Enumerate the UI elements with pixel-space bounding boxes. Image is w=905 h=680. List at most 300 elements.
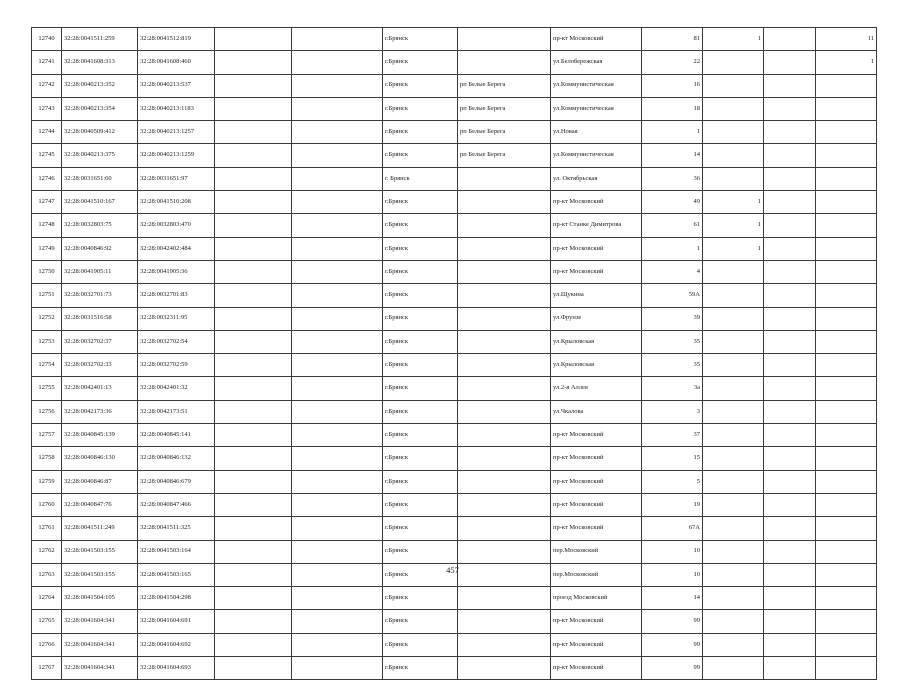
- object-cadastral-number-cell: 32:28:0041504:298: [138, 587, 215, 610]
- count-cell-b: [764, 167, 816, 190]
- row-number-cell: 12765: [32, 610, 62, 633]
- count-cell-a: 1: [703, 191, 764, 214]
- street-cell: пр-кт Московский: [551, 191, 642, 214]
- parcel-cadastral-number-cell: 32:28:0040213:375: [62, 144, 138, 167]
- settlement-cell: [458, 540, 551, 563]
- empty-cell: [215, 657, 292, 680]
- count-cell-a: [703, 610, 764, 633]
- count-cell-b: [764, 330, 816, 353]
- empty-cell: [292, 284, 383, 307]
- row-number-cell: 12762: [32, 540, 62, 563]
- settlement-cell: [458, 447, 551, 470]
- table-row: [32, 540, 877, 563]
- empty-cell: [292, 191, 383, 214]
- count-cell-b: [764, 517, 816, 540]
- settlement-cell: [458, 237, 551, 260]
- count-cell-c: [816, 400, 877, 423]
- parcel-cadastral-number-cell: 32:28:0041511:259: [62, 28, 138, 51]
- count-cell-b: [764, 587, 816, 610]
- empty-cell: [292, 447, 383, 470]
- count-cell-a: [703, 51, 764, 74]
- street-cell: пер.Московский: [551, 563, 642, 586]
- city-cell: г.Брянск: [383, 74, 458, 97]
- count-cell-c: [816, 330, 877, 353]
- count-cell-a: [703, 657, 764, 680]
- house-number-cell: 3а: [642, 377, 703, 400]
- settlement-cell: [458, 307, 551, 330]
- house-number-cell: 67А: [642, 517, 703, 540]
- count-cell-b: [764, 354, 816, 377]
- empty-cell: [215, 587, 292, 610]
- city-cell: г.Брянск: [383, 540, 458, 563]
- count-cell-c: [816, 97, 877, 120]
- empty-cell: [215, 51, 292, 74]
- count-cell-c: [816, 144, 877, 167]
- row-number-cell: 12758: [32, 447, 62, 470]
- table-row: [32, 74, 877, 97]
- count-cell-b: [764, 657, 816, 680]
- empty-cell: [215, 470, 292, 493]
- empty-cell: [215, 400, 292, 423]
- empty-cell: [292, 424, 383, 447]
- count-cell-b: [764, 610, 816, 633]
- row-number-cell: 12745: [32, 144, 62, 167]
- parcel-cadastral-number-cell: 32:28:0041503:155: [62, 540, 138, 563]
- settlement-cell: [458, 214, 551, 237]
- row-number-cell: 12749: [32, 237, 62, 260]
- settlement-cell: [458, 191, 551, 214]
- city-cell: г.Брянск: [383, 424, 458, 447]
- count-cell-c: [816, 424, 877, 447]
- object-cadastral-number-cell: 32:28:0040213:1257: [138, 121, 215, 144]
- city-cell: г.Брянск: [383, 563, 458, 586]
- street-cell: ул.Крыловская: [551, 330, 642, 353]
- row-number-cell: 12741: [32, 51, 62, 74]
- empty-cell: [292, 51, 383, 74]
- street-cell: проезд Московский: [551, 587, 642, 610]
- city-cell: г.Брянск: [383, 447, 458, 470]
- empty-cell: [215, 144, 292, 167]
- city-cell: г.Брянск: [383, 517, 458, 540]
- table-row: [32, 657, 877, 680]
- parcel-cadastral-number-cell: 32:28:0040845:139: [62, 424, 138, 447]
- parcel-cadastral-number-cell: 32:28:0040509:412: [62, 121, 138, 144]
- count-cell-a: 1: [703, 28, 764, 51]
- object-cadastral-number-cell: 32:28:0041604:692: [138, 633, 215, 656]
- empty-cell: [292, 214, 383, 237]
- empty-cell: [292, 493, 383, 516]
- object-cadastral-number-cell: 32:28:0032702:54: [138, 330, 215, 353]
- empty-cell: [215, 214, 292, 237]
- street-cell: ул.Коммунистическая: [551, 97, 642, 120]
- settlement-cell: [458, 28, 551, 51]
- count-cell-b: [764, 633, 816, 656]
- count-cell-c: [816, 284, 877, 307]
- empty-cell: [215, 97, 292, 120]
- empty-cell: [215, 377, 292, 400]
- empty-cell: [215, 633, 292, 656]
- row-number-cell: 12753: [32, 330, 62, 353]
- city-cell: г.Брянск: [383, 330, 458, 353]
- street-cell: ул.Чкалова: [551, 400, 642, 423]
- settlement-cell: [458, 587, 551, 610]
- row-number-cell: 12751: [32, 284, 62, 307]
- city-cell: г.Брянск: [383, 587, 458, 610]
- parcel-cadastral-number-cell: 32:28:0042401:13: [62, 377, 138, 400]
- count-cell-a: [703, 284, 764, 307]
- table-row: [32, 260, 877, 283]
- object-cadastral-number-cell: 32:28:0032311:95: [138, 307, 215, 330]
- row-number-cell: 12740: [32, 28, 62, 51]
- count-cell-b: [764, 447, 816, 470]
- count-cell-b: [764, 144, 816, 167]
- table-row: [32, 28, 877, 51]
- house-number-cell: 36: [642, 167, 703, 190]
- street-cell: ул.Коммунистическая: [551, 74, 642, 97]
- house-number-cell: 81: [642, 28, 703, 51]
- row-number-cell: 12759: [32, 470, 62, 493]
- table-row: [32, 424, 877, 447]
- object-cadastral-number-cell: 32:28:0041512:819: [138, 28, 215, 51]
- register-table: [31, 27, 877, 680]
- street-cell: пр-кт Московский: [551, 447, 642, 470]
- parcel-cadastral-number-cell: 32:28:0041604:341: [62, 610, 138, 633]
- house-number-cell: 1: [642, 237, 703, 260]
- empty-cell: [215, 424, 292, 447]
- city-cell: г.Брянск: [383, 260, 458, 283]
- row-number-cell: 12748: [32, 214, 62, 237]
- house-number-cell: 35: [642, 354, 703, 377]
- parcel-cadastral-number-cell: 32:28:0041504:105: [62, 587, 138, 610]
- settlement-cell: [458, 400, 551, 423]
- object-cadastral-number-cell: 32:28:0032701:83: [138, 284, 215, 307]
- empty-cell: [292, 633, 383, 656]
- empty-cell: [292, 121, 383, 144]
- house-number-cell: 14: [642, 587, 703, 610]
- count-cell-c: [816, 354, 877, 377]
- count-cell-a: [703, 74, 764, 97]
- parcel-cadastral-number-cell: 32:28:0040213:354: [62, 97, 138, 120]
- empty-cell: [215, 28, 292, 51]
- settlement-cell: [458, 354, 551, 377]
- empty-cell: [292, 470, 383, 493]
- count-cell-b: [764, 307, 816, 330]
- parcel-cadastral-number-cell: 32:28:0041510:167: [62, 191, 138, 214]
- house-number-cell: 4: [642, 260, 703, 283]
- empty-cell: [292, 28, 383, 51]
- row-number-cell: 12763: [32, 563, 62, 586]
- count-cell-a: [703, 97, 764, 120]
- count-cell-b: [764, 424, 816, 447]
- empty-cell: [215, 260, 292, 283]
- empty-cell: [292, 377, 383, 400]
- empty-cell: [215, 540, 292, 563]
- house-number-cell: 99: [642, 657, 703, 680]
- settlement-cell: [458, 377, 551, 400]
- city-cell: г.Брянск: [383, 470, 458, 493]
- empty-cell: [292, 237, 383, 260]
- parcel-cadastral-number-cell: 32:28:0041905:11: [62, 260, 138, 283]
- parcel-cadastral-number-cell: 32:28:0032702:37: [62, 330, 138, 353]
- table-row: [32, 121, 877, 144]
- empty-cell: [292, 74, 383, 97]
- settlement-cell: [458, 260, 551, 283]
- table-row: [32, 493, 877, 516]
- count-cell-b: [764, 284, 816, 307]
- row-number-cell: 12767: [32, 657, 62, 680]
- count-cell-c: [816, 191, 877, 214]
- row-number-cell: 12756: [32, 400, 62, 423]
- count-cell-a: [703, 330, 764, 353]
- object-cadastral-number-cell: 32:28:0040213:537: [138, 74, 215, 97]
- count-cell-a: 1: [703, 214, 764, 237]
- count-cell-c: [816, 447, 877, 470]
- empty-cell: [292, 97, 383, 120]
- object-cadastral-number-cell: 32:28:0041510:208: [138, 191, 215, 214]
- city-cell: г.Брянск: [383, 657, 458, 680]
- city-cell: г.Брянск: [383, 493, 458, 516]
- table-row: [32, 284, 877, 307]
- table-row: [32, 610, 877, 633]
- row-number-cell: 12764: [32, 587, 62, 610]
- count-cell-a: [703, 493, 764, 516]
- table-row: [32, 633, 877, 656]
- object-cadastral-number-cell: 32:28:0041604:693: [138, 657, 215, 680]
- count-cell-a: [703, 587, 764, 610]
- settlement-cell: [458, 167, 551, 190]
- city-cell: г.Брянск: [383, 284, 458, 307]
- row-number-cell: 12761: [32, 517, 62, 540]
- count-cell-c: 1: [816, 51, 877, 74]
- house-number-cell: 35: [642, 330, 703, 353]
- row-number-cell: 12743: [32, 97, 62, 120]
- settlement-cell: рп Белые Берега: [458, 144, 551, 167]
- table-row: [32, 377, 877, 400]
- row-number-cell: 12752: [32, 307, 62, 330]
- empty-cell: [292, 167, 383, 190]
- count-cell-c: [816, 214, 877, 237]
- empty-cell: [292, 610, 383, 633]
- count-cell-c: [816, 540, 877, 563]
- parcel-cadastral-number-cell: 32:28:0041511:249: [62, 517, 138, 540]
- house-number-cell: 37: [642, 424, 703, 447]
- count-cell-c: [816, 237, 877, 260]
- count-cell-a: [703, 167, 764, 190]
- table-row: [32, 144, 877, 167]
- city-cell: г.Брянск: [383, 354, 458, 377]
- table-row: [32, 400, 877, 423]
- table-row: [32, 97, 877, 120]
- count-cell-b: [764, 214, 816, 237]
- table-row: [32, 447, 877, 470]
- empty-cell: [215, 74, 292, 97]
- parcel-cadastral-number-cell: 32:28:0040846:92: [62, 237, 138, 260]
- parcel-cadastral-number-cell: 32:28:0040847:76: [62, 493, 138, 516]
- empty-cell: [292, 144, 383, 167]
- city-cell: г.Брянск: [383, 400, 458, 423]
- object-cadastral-number-cell: 32:28:0041503:164: [138, 540, 215, 563]
- house-number-cell: 19: [642, 493, 703, 516]
- empty-cell: [215, 493, 292, 516]
- parcel-cadastral-number-cell: 32:28:0041503:155: [62, 563, 138, 586]
- city-cell: г.Брянск: [383, 610, 458, 633]
- object-cadastral-number-cell: 32:28:0040846:132: [138, 447, 215, 470]
- street-cell: пр-кт Московский: [551, 657, 642, 680]
- parcel-cadastral-number-cell: 32:28:0042173:36: [62, 400, 138, 423]
- street-cell: пр-кт Московский: [551, 517, 642, 540]
- street-cell: пр-кт Станке Димитрова: [551, 214, 642, 237]
- empty-cell: [215, 307, 292, 330]
- house-number-cell: 10: [642, 563, 703, 586]
- count-cell-c: 11: [816, 28, 877, 51]
- city-cell: г.Брянск: [383, 28, 458, 51]
- count-cell-b: [764, 191, 816, 214]
- object-cadastral-number-cell: 32:28:0042173:51: [138, 400, 215, 423]
- empty-cell: [215, 121, 292, 144]
- city-cell: г.Брянск: [383, 144, 458, 167]
- settlement-cell: рп Белые Берега: [458, 74, 551, 97]
- settlement-cell: [458, 517, 551, 540]
- row-number-cell: 12760: [32, 493, 62, 516]
- street-cell: пр-кт Московский: [551, 493, 642, 516]
- object-cadastral-number-cell: 32:28:0040213:1259: [138, 144, 215, 167]
- house-number-cell: 49: [642, 191, 703, 214]
- house-number-cell: 10: [642, 540, 703, 563]
- count-cell-b: [764, 97, 816, 120]
- count-cell-b: [764, 51, 816, 74]
- row-number-cell: 12747: [32, 191, 62, 214]
- count-cell-b: [764, 470, 816, 493]
- table-row: [32, 237, 877, 260]
- parcel-cadastral-number-cell: 32:28:0032702:33: [62, 354, 138, 377]
- street-cell: ул.Крыловская: [551, 354, 642, 377]
- table-row: [32, 51, 877, 74]
- count-cell-b: [764, 74, 816, 97]
- table-row: [32, 470, 877, 493]
- settlement-cell: [458, 284, 551, 307]
- house-number-cell: 61: [642, 214, 703, 237]
- street-cell: ул.Новая: [551, 121, 642, 144]
- count-cell-c: [816, 587, 877, 610]
- empty-cell: [292, 330, 383, 353]
- city-cell: г.Брянск: [383, 121, 458, 144]
- count-cell-b: [764, 540, 816, 563]
- row-number-cell: 12766: [32, 633, 62, 656]
- house-number-cell: 18: [642, 97, 703, 120]
- street-cell: пер.Московский: [551, 540, 642, 563]
- city-cell: г.Брянск: [383, 307, 458, 330]
- house-number-cell: 99: [642, 610, 703, 633]
- empty-cell: [215, 610, 292, 633]
- street-cell: ул.Коммунистическая: [551, 144, 642, 167]
- settlement-cell: [458, 493, 551, 516]
- house-number-cell: 5: [642, 470, 703, 493]
- empty-cell: [215, 167, 292, 190]
- parcel-cadastral-number-cell: 32:28:0032701:73: [62, 284, 138, 307]
- settlement-cell: [458, 610, 551, 633]
- empty-cell: [292, 307, 383, 330]
- street-cell: ул.2-я Аллея: [551, 377, 642, 400]
- house-number-cell: 3: [642, 400, 703, 423]
- count-cell-a: [703, 400, 764, 423]
- count-cell-a: [703, 424, 764, 447]
- street-cell: пр-кт Московский: [551, 633, 642, 656]
- count-cell-b: [764, 260, 816, 283]
- empty-cell: [215, 191, 292, 214]
- count-cell-a: [703, 517, 764, 540]
- count-cell-c: [816, 167, 877, 190]
- object-cadastral-number-cell: 32:28:0040213:1183: [138, 97, 215, 120]
- row-number-cell: 12742: [32, 74, 62, 97]
- parcel-cadastral-number-cell: 32:28:0031651:60: [62, 167, 138, 190]
- count-cell-a: [703, 540, 764, 563]
- empty-cell: [292, 260, 383, 283]
- parcel-cadastral-number-cell: 32:28:0041604:341: [62, 633, 138, 656]
- count-cell-a: [703, 377, 764, 400]
- city-cell: г. Брянск: [383, 167, 458, 190]
- object-cadastral-number-cell: 32:28:0042402:484: [138, 237, 215, 260]
- settlement-cell: рп Белые Берега: [458, 121, 551, 144]
- parcel-cadastral-number-cell: 32:28:0041608:313: [62, 51, 138, 74]
- empty-cell: [215, 354, 292, 377]
- parcel-cadastral-number-cell: 32:28:0040213:352: [62, 74, 138, 97]
- object-cadastral-number-cell: 32:28:0041503:165: [138, 563, 215, 586]
- empty-cell: [215, 284, 292, 307]
- empty-cell: [292, 400, 383, 423]
- row-number-cell: 12754: [32, 354, 62, 377]
- count-cell-a: [703, 354, 764, 377]
- street-cell: ул.Белобережская: [551, 51, 642, 74]
- house-number-cell: 16: [642, 74, 703, 97]
- house-number-cell: 39: [642, 307, 703, 330]
- table-row: [32, 191, 877, 214]
- settlement-cell: [458, 470, 551, 493]
- street-cell: ул.Щукина: [551, 284, 642, 307]
- count-cell-a: 1: [703, 237, 764, 260]
- empty-cell: [292, 587, 383, 610]
- city-cell: г.Брянск: [383, 51, 458, 74]
- object-cadastral-number-cell: 32:28:0032702:59: [138, 354, 215, 377]
- settlement-cell: [458, 51, 551, 74]
- house-number-cell: 99: [642, 633, 703, 656]
- city-cell: г.Брянск: [383, 191, 458, 214]
- street-cell: пр-кт Московский: [551, 237, 642, 260]
- street-cell: пр-кт Московский: [551, 424, 642, 447]
- table-row: [32, 330, 877, 353]
- empty-cell: [292, 540, 383, 563]
- empty-cell: [215, 237, 292, 260]
- empty-cell: [292, 517, 383, 540]
- count-cell-c: [816, 260, 877, 283]
- count-cell-c: [816, 517, 877, 540]
- count-cell-a: [703, 447, 764, 470]
- city-cell: г.Брянск: [383, 377, 458, 400]
- street-cell: пр-кт Московский: [551, 260, 642, 283]
- object-cadastral-number-cell: 32:28:0032803:470: [138, 214, 215, 237]
- object-cadastral-number-cell: 32:28:0040847:466: [138, 493, 215, 516]
- settlement-cell: [458, 330, 551, 353]
- settlement-cell: [458, 633, 551, 656]
- count-cell-b: [764, 377, 816, 400]
- city-cell: г.Брянск: [383, 633, 458, 656]
- object-cadastral-number-cell: 32:28:0042401:32: [138, 377, 215, 400]
- count-cell-a: [703, 307, 764, 330]
- count-cell-a: [703, 470, 764, 493]
- house-number-cell: 14: [642, 144, 703, 167]
- settlement-cell: [458, 424, 551, 447]
- count-cell-a: [703, 144, 764, 167]
- parcel-cadastral-number-cell: 32:28:0041604:341: [62, 657, 138, 680]
